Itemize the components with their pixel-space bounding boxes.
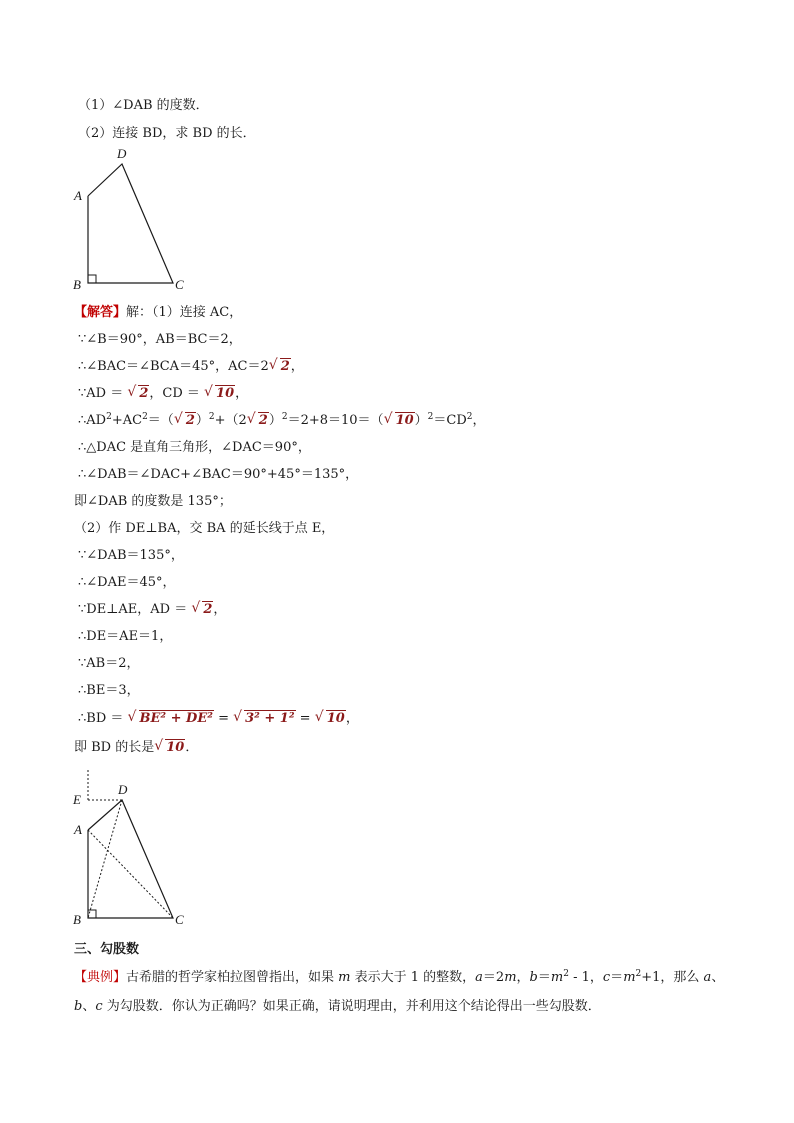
label-a2: A (74, 822, 82, 837)
answer-tag: 【解答】 (74, 305, 127, 320)
example-line-1: 【典例】古希腊的哲学家柏拉图曾指出，如果 m 表示大于 1 的整数，a＝2m，$b=m^2 - 1$，$c=m^2+1$，那么 a、 (74, 969, 725, 985)
label-d2: D (118, 782, 128, 797)
solution-line-12: ∴DE＝AE＝1， (78, 629, 173, 644)
quadrilateral-outline (88, 164, 173, 283)
solution-line-9: ∵∠DAB＝135°， (78, 548, 184, 563)
label-e: E (73, 792, 81, 807)
label-b2: B (73, 912, 81, 927)
solution-line-15: ∴BD ＝ √ BE² + DE² = √ 3² + 1² = √ 10， (78, 709, 359, 729)
label-b: B (73, 277, 81, 292)
question-1: （1）∠DAB 的度数． (78, 98, 209, 113)
label-c2: C (175, 912, 184, 927)
solution-line-13: ∵AB＝2， (78, 656, 140, 671)
solution-line-3: ∵AD ＝ √ 2，CD ＝ √ 10， (78, 384, 248, 404)
right-angle-mark-2 (88, 910, 96, 918)
solution-intro: 【解答】解：（1）连接 AC， (74, 305, 243, 320)
construction-figure (68, 766, 198, 932)
solution-line-1: ∵∠B＝90°，AB＝BC＝2， (78, 332, 242, 347)
solution-line-16: 即 BD 的长是√ 10． (74, 738, 198, 758)
example-line-2: b、c 为勾股数．你认为正确吗？如果正确，请说明理由，并利用这个结论得出一些勾股数． (74, 999, 601, 1014)
solution-line-14: ∴BE＝3， (78, 683, 140, 698)
solution-line-7: 即∠DAB 的度数是 135°； (74, 494, 232, 509)
solution-line-11: ∵DE⊥AE，AD ＝ √ 2， (78, 600, 226, 620)
quadrilateral-outline-2 (88, 800, 173, 918)
right-angle-mark (88, 275, 96, 283)
solution-line-6: ∴∠DAB＝∠DAC+∠BAC＝90°+45°＝135°， (78, 467, 359, 482)
solution-line-5: ∴△DAC 是直角三角形，∠DAC＝90°， (78, 440, 311, 455)
solution-line-8: （2）作 DE⊥BA，交 BA 的延长线于点 E， (74, 521, 335, 536)
label-d: D (117, 146, 127, 161)
section-heading: 三、勾股数 (74, 942, 140, 957)
solution-line-4: $\therefore AD^2+AC^2=(√$ 2）$^2$+（2√ 2）$^2$＝2+8＝10＝（√ $10)^2=CD^2$， (78, 411, 486, 431)
question-2: （2）连接 BD，求 BD 的长． (78, 126, 256, 141)
label-a: A (74, 188, 82, 203)
quadrilateral-figure (68, 142, 198, 297)
label-c: C (175, 277, 184, 292)
example-tag: 【典例】 (74, 970, 127, 985)
segment-bd (88, 800, 122, 918)
solution-line-10: ∴∠DAE＝45°， (78, 575, 176, 590)
solution-line-2: ∴∠BAC＝∠BCA＝45°，AC＝2√ 2， (78, 357, 304, 377)
